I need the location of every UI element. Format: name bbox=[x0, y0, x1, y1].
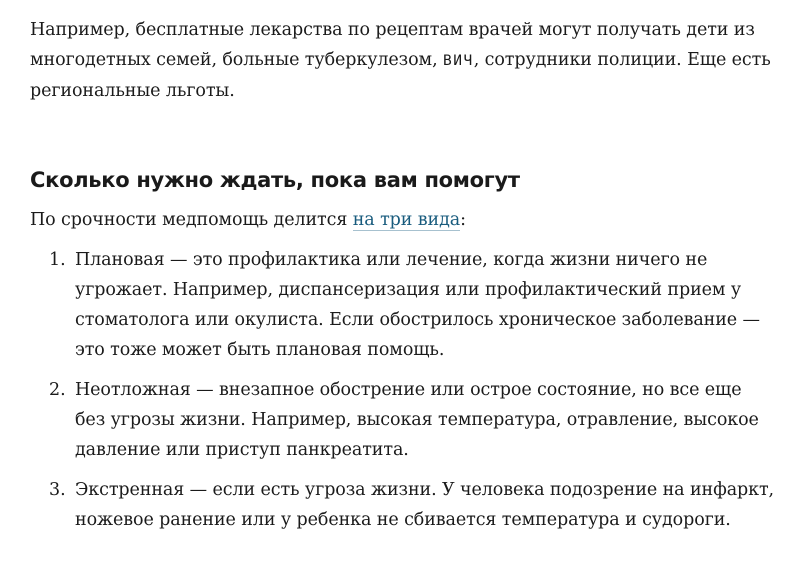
list-item-text: Экстренная — если есть угроза жизни. У человека подозрение на инфаркт, ножевое ранение или у ребенка не сбивается температура и судороги. bbox=[75, 480, 775, 530]
intro-text-start: По срочности медпомощь делится bbox=[30, 210, 353, 230]
list-number: 2. bbox=[49, 380, 66, 400]
section-heading: Сколько нужно ждать, пока вам помогут bbox=[30, 168, 520, 192]
paragraph-benefits-text-start: Например, бесплатные лекарства по рецептам врачей могут получать дети из многодетных семей, больные туберкулезом, bbox=[30, 20, 755, 70]
list-item-planned bbox=[30, 245, 775, 365]
care-types-list bbox=[30, 245, 775, 545]
intro-text-end: : bbox=[460, 210, 466, 230]
list-item-urgent bbox=[30, 375, 775, 465]
hiv-abbreviation: ВИЧ bbox=[443, 53, 474, 69]
paragraph-benefits bbox=[30, 15, 780, 106]
list-item-text: Плановая — это профилактика или лечение, когда жизни ничего не угрожает. Например, диспансеризация или профилактический прием у стоматолога или окулиста. Если обострилось хроническое заболевание — это тоже может быть плановая помощь. bbox=[75, 250, 760, 360]
paragraph-benefits-text-end: , сотрудники полиции. Еще есть региональные льготы. bbox=[30, 50, 771, 101]
list-number: 1. bbox=[49, 250, 66, 270]
paragraph-urgency-intro bbox=[30, 205, 466, 235]
list-number: 3. bbox=[49, 480, 66, 500]
list-item-emergency bbox=[30, 475, 775, 535]
three-types-link[interactable]: на три вида bbox=[352, 210, 461, 230]
list-item-text: Неотложная — внезапное обострение или острое состояние, но все еще без угрозы жизни. Например, высокая температура, отравление, высокое давление или приступ панкреатита. bbox=[75, 380, 759, 460]
article-body bbox=[30, 15, 780, 530]
